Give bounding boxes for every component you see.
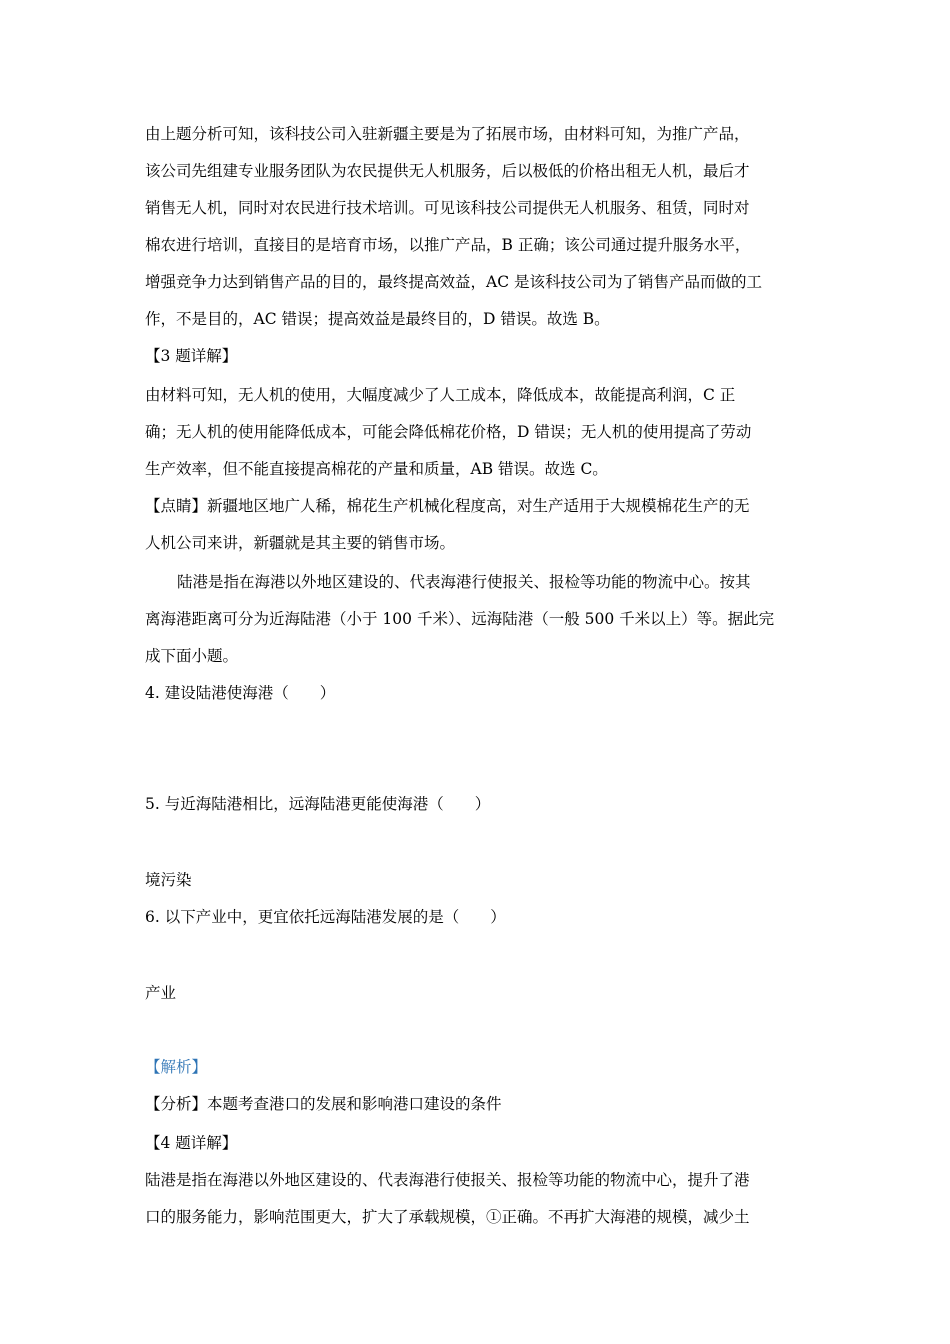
q4-stem: 4. 建设陆港使海港（ ） (145, 684, 336, 702)
passage1-line-3: 销售无人机，同时对农民进行技术培训。可见该科技公司提供无人机服务、租赁，同时对 (145, 199, 750, 217)
passage1-line-6: 作，不是目的，AC 错误；提高效益是最终目的，D 错误。故选 B。 (145, 310, 610, 328)
q3-detail-line-1: 由材料可知，无人机的使用，大幅度减少了人工成本，降低成本，故能提高利润，C 正 (145, 386, 736, 404)
analysis-intro: 【分析】本题考查港口的发展和影响港口建设的条件 (145, 1095, 502, 1113)
q4-detail-line-1: 陆港是指在海港以外地区建设的、代表海港行使报关、报检等功能的物流中心，提升了港 (145, 1171, 750, 1189)
q3-heading: 【3 题详解】 (145, 347, 238, 365)
q4-detail-line-2: 口的服务能力，影响范围更大，扩大了承载规模，①正确。不再扩大海港的规模，减少土 (145, 1208, 750, 1226)
q4-heading: 【4 题详解】 (145, 1134, 238, 1152)
material-line-1: 陆港是指在海港以外地区建设的、代表海港行使报关、报检等功能的物流中心。按其 (177, 573, 751, 591)
tips-line-2: 人机公司来讲，新疆就是其主要的销售市场。 (145, 534, 456, 552)
tips-line-1: 【点睛】新疆地区地广人稀，棉花生产机械化程度高，对生产适用于大规模棉花生产的无 (145, 497, 750, 515)
q3-detail-line-2: 确；无人机的使用能降低成本，可能会降低棉花价格，D 错误；无人机的使用提高了劳动 (145, 423, 752, 441)
analysis-label: 【解析】 (145, 1058, 208, 1076)
passage1-line-2: 该公司先组建专业服务团队为农民提供无人机服务，后以极低的价格出租无人机，最后才 (145, 162, 750, 180)
passage1-line-4: 棉农进行培训，直接目的是培育市场，以推广产品，B 正确；该公司通过提升服务水平， (145, 236, 751, 254)
q5-option-d-wrap: 境污染 (145, 871, 192, 889)
material-line-3: 成下面小题。 (145, 647, 239, 665)
q5-stem: 5. 与近海陆港相比，远海陆港更能使海港（ ） (145, 795, 491, 813)
q6-stem: 6. 以下产业中，更宜依托远海陆港发展的是（ ） (145, 908, 506, 926)
material-line-2: 离海港距离可分为近海陆港（小于 100 千米）、远海陆港（一般 500 千米以上）等。据此完 (145, 610, 775, 628)
q3-detail-line-3: 生产效率，但不能直接提高棉花的产量和质量，AB 错误。故选 C。 (145, 460, 608, 478)
q6-option-d-wrap: 产业 (145, 984, 177, 1002)
passage1-line-5: 增强竞争力达到销售产品的目的，最终提高效益，AC 是该科技公司为了销售产品而做的工 (145, 273, 762, 291)
passage1-line-1: 由上题分析可知，该科技公司入驻新疆主要是为了拓展市场，由材料可知，为推广产品， (145, 125, 750, 143)
